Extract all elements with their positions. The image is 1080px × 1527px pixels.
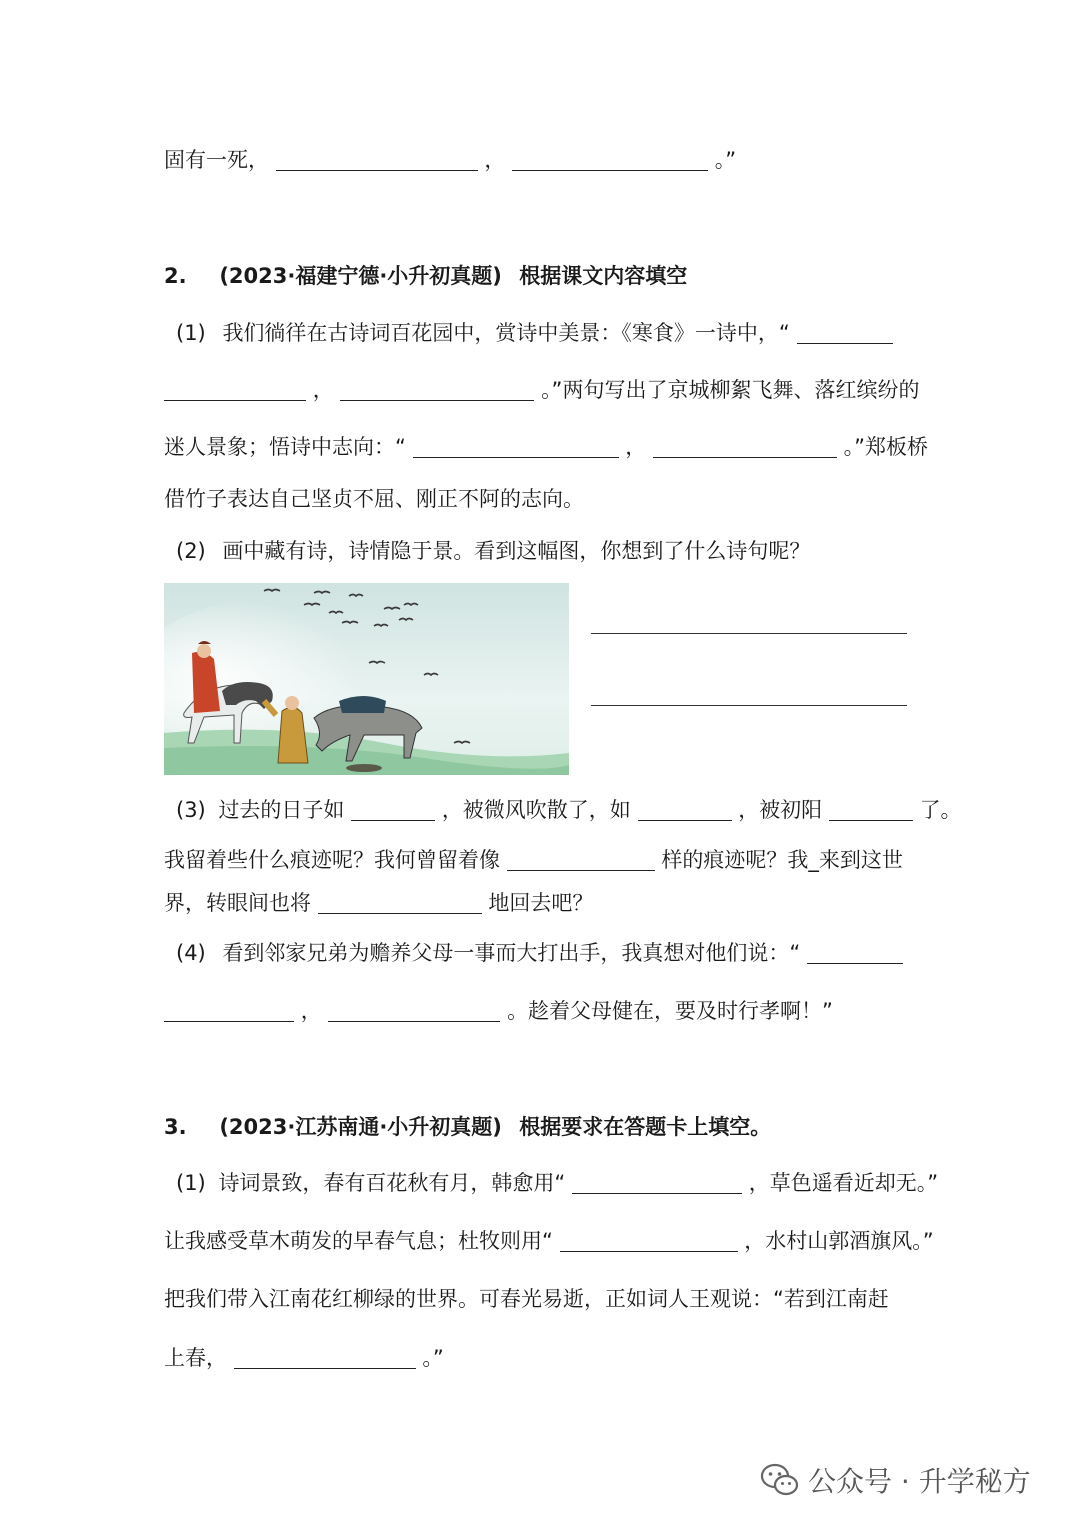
subq-label: (2) [176, 539, 206, 563]
q2-p3-h: 地回去吧？ [488, 891, 594, 915]
q2-p1-line4 [164, 484, 584, 514]
q3-p1-g: 。” [422, 1346, 444, 1370]
q2-p4-text-b: 。趁着父母健在，要及时行孝啊！” [507, 999, 833, 1023]
q2-p3-e: 我留着些什么痕迹呢？我何曾留着像 [164, 848, 500, 872]
q2-p4-sep: ， [300, 999, 322, 1023]
q2-p1-sep: ， [312, 378, 334, 402]
answer-blank[interactable] [351, 798, 435, 821]
q2-p1-sep2: ， [625, 435, 647, 459]
question-number: 3. [164, 1115, 187, 1139]
q2-p1-line2 [164, 375, 919, 405]
q2-p2-line [176, 536, 810, 566]
q3-p1-c: 让我感受草木萌发的早春气息；杜牧则用“ [164, 1229, 553, 1253]
answer-blank[interactable] [318, 891, 482, 914]
answer-blank[interactable] [829, 798, 913, 821]
q2-p3-f: 样的痕迹呢？我_来到这世 [661, 848, 903, 872]
question-instruction: 根据课文内容填空 [519, 264, 688, 288]
q2-p1-text-a: 我们徜徉在古诗词百花园中，赏诗中美景：《寒食》一诗中，“ [222, 321, 790, 345]
answer-blank[interactable] [797, 321, 893, 344]
q2-p4-text-a: 看到邻家兄弟为赡养父母一事而大打出手，我真想对他们说：“ [222, 941, 801, 965]
q2-p1-text-e: 借竹子表达自己坚贞不屈、刚正不阿的志向。 [164, 487, 584, 511]
answer-blank[interactable] [276, 148, 478, 171]
subq-label: (1) [176, 1171, 206, 1195]
answer-blank[interactable] [638, 798, 732, 821]
q3-p1-line1 [176, 1168, 938, 1198]
q2-p1-line1 [176, 318, 893, 348]
subq-label: (4) [176, 941, 206, 965]
q2-p1-text-c: 迷人景象；悟诗中志向：“ [164, 435, 406, 459]
q2-p3-line1 [176, 795, 962, 825]
question-instruction: 根据要求在答题卡上填空。 [519, 1115, 772, 1139]
answer-line-2[interactable] [591, 705, 907, 706]
q3-p1-b: ，草色遥看近却无。” [748, 1171, 939, 1195]
q2-p3-b: ，被微风吹散了，如 [441, 798, 631, 822]
question-source: (2023·江苏南通·小升初真题) [219, 1115, 502, 1139]
q2-p2-text: 画中藏有诗，诗情隐于景。看到这幅图，你想到了什么诗句呢？ [222, 539, 811, 563]
answer-blank[interactable] [340, 378, 534, 401]
answer-blank[interactable] [164, 999, 294, 1022]
answer-blank[interactable] [560, 1229, 738, 1252]
answer-blank[interactable] [653, 435, 837, 458]
q3-p1-line2 [164, 1226, 934, 1256]
q3-p1-e: 把我们带入江南花红柳绿的世界。可春光易逝，正如词人王观说：“若到江南赶 [164, 1287, 889, 1311]
answer-blank[interactable] [234, 1346, 416, 1369]
q2-p3-line2 [164, 845, 903, 875]
q3-p1-a: 诗词景致，春有百花秋有月，韩愈用“ [218, 1171, 566, 1195]
q2-p4-line1 [176, 938, 903, 968]
q2-header [164, 261, 687, 291]
watermark-text: 公众号 · 升学秘方 [808, 1465, 1031, 1498]
question-source: (2023·福建宁德·小升初真题) [219, 264, 502, 288]
q3-header [164, 1112, 771, 1142]
answer-blank[interactable] [512, 148, 708, 171]
q2-p3-g: 界，转眼间也将 [164, 891, 311, 915]
q1-end: 。” [714, 148, 737, 172]
q1-tail-text: 固有一死， [164, 148, 269, 172]
q2-p3-d: 了。 [919, 798, 962, 822]
answer-blank[interactable] [572, 1171, 742, 1194]
q2-p3-a: 过去的日子如 [218, 798, 345, 822]
answer-blank[interactable] [328, 999, 500, 1022]
q2-p3-c: ，被初阳 [738, 798, 823, 822]
q2-p1-text-b: 。”两句写出了京城柳絮飞舞、落红缤纷的 [541, 378, 920, 402]
watermark [760, 1455, 1031, 1505]
q3-p1-f: 上春， [164, 1346, 227, 1370]
answer-blank[interactable] [807, 941, 903, 964]
question-number: 2. [164, 264, 187, 288]
q1-tail [164, 145, 736, 175]
poem-painting [164, 583, 569, 775]
q3-p1-line4 [164, 1343, 444, 1373]
q3-p1-line3 [164, 1284, 889, 1314]
answer-blank[interactable] [413, 435, 619, 458]
subq-label: (3) [176, 798, 206, 822]
answer-blank[interactable] [164, 378, 306, 401]
q3-p1-d: ，水村山郭酒旗风。” [744, 1229, 934, 1253]
q1-sep: ， [484, 148, 506, 172]
wechat-icon [760, 1462, 800, 1498]
q2-p3-line3 [164, 888, 593, 918]
q2-p4-line2 [164, 996, 833, 1026]
q2-p1-text-d: 。”郑板桥 [843, 435, 929, 459]
answer-blank[interactable] [507, 848, 655, 871]
q2-p1-line3 [164, 432, 928, 462]
answer-line-1[interactable] [591, 633, 907, 634]
subq-label: (1) [176, 321, 206, 345]
